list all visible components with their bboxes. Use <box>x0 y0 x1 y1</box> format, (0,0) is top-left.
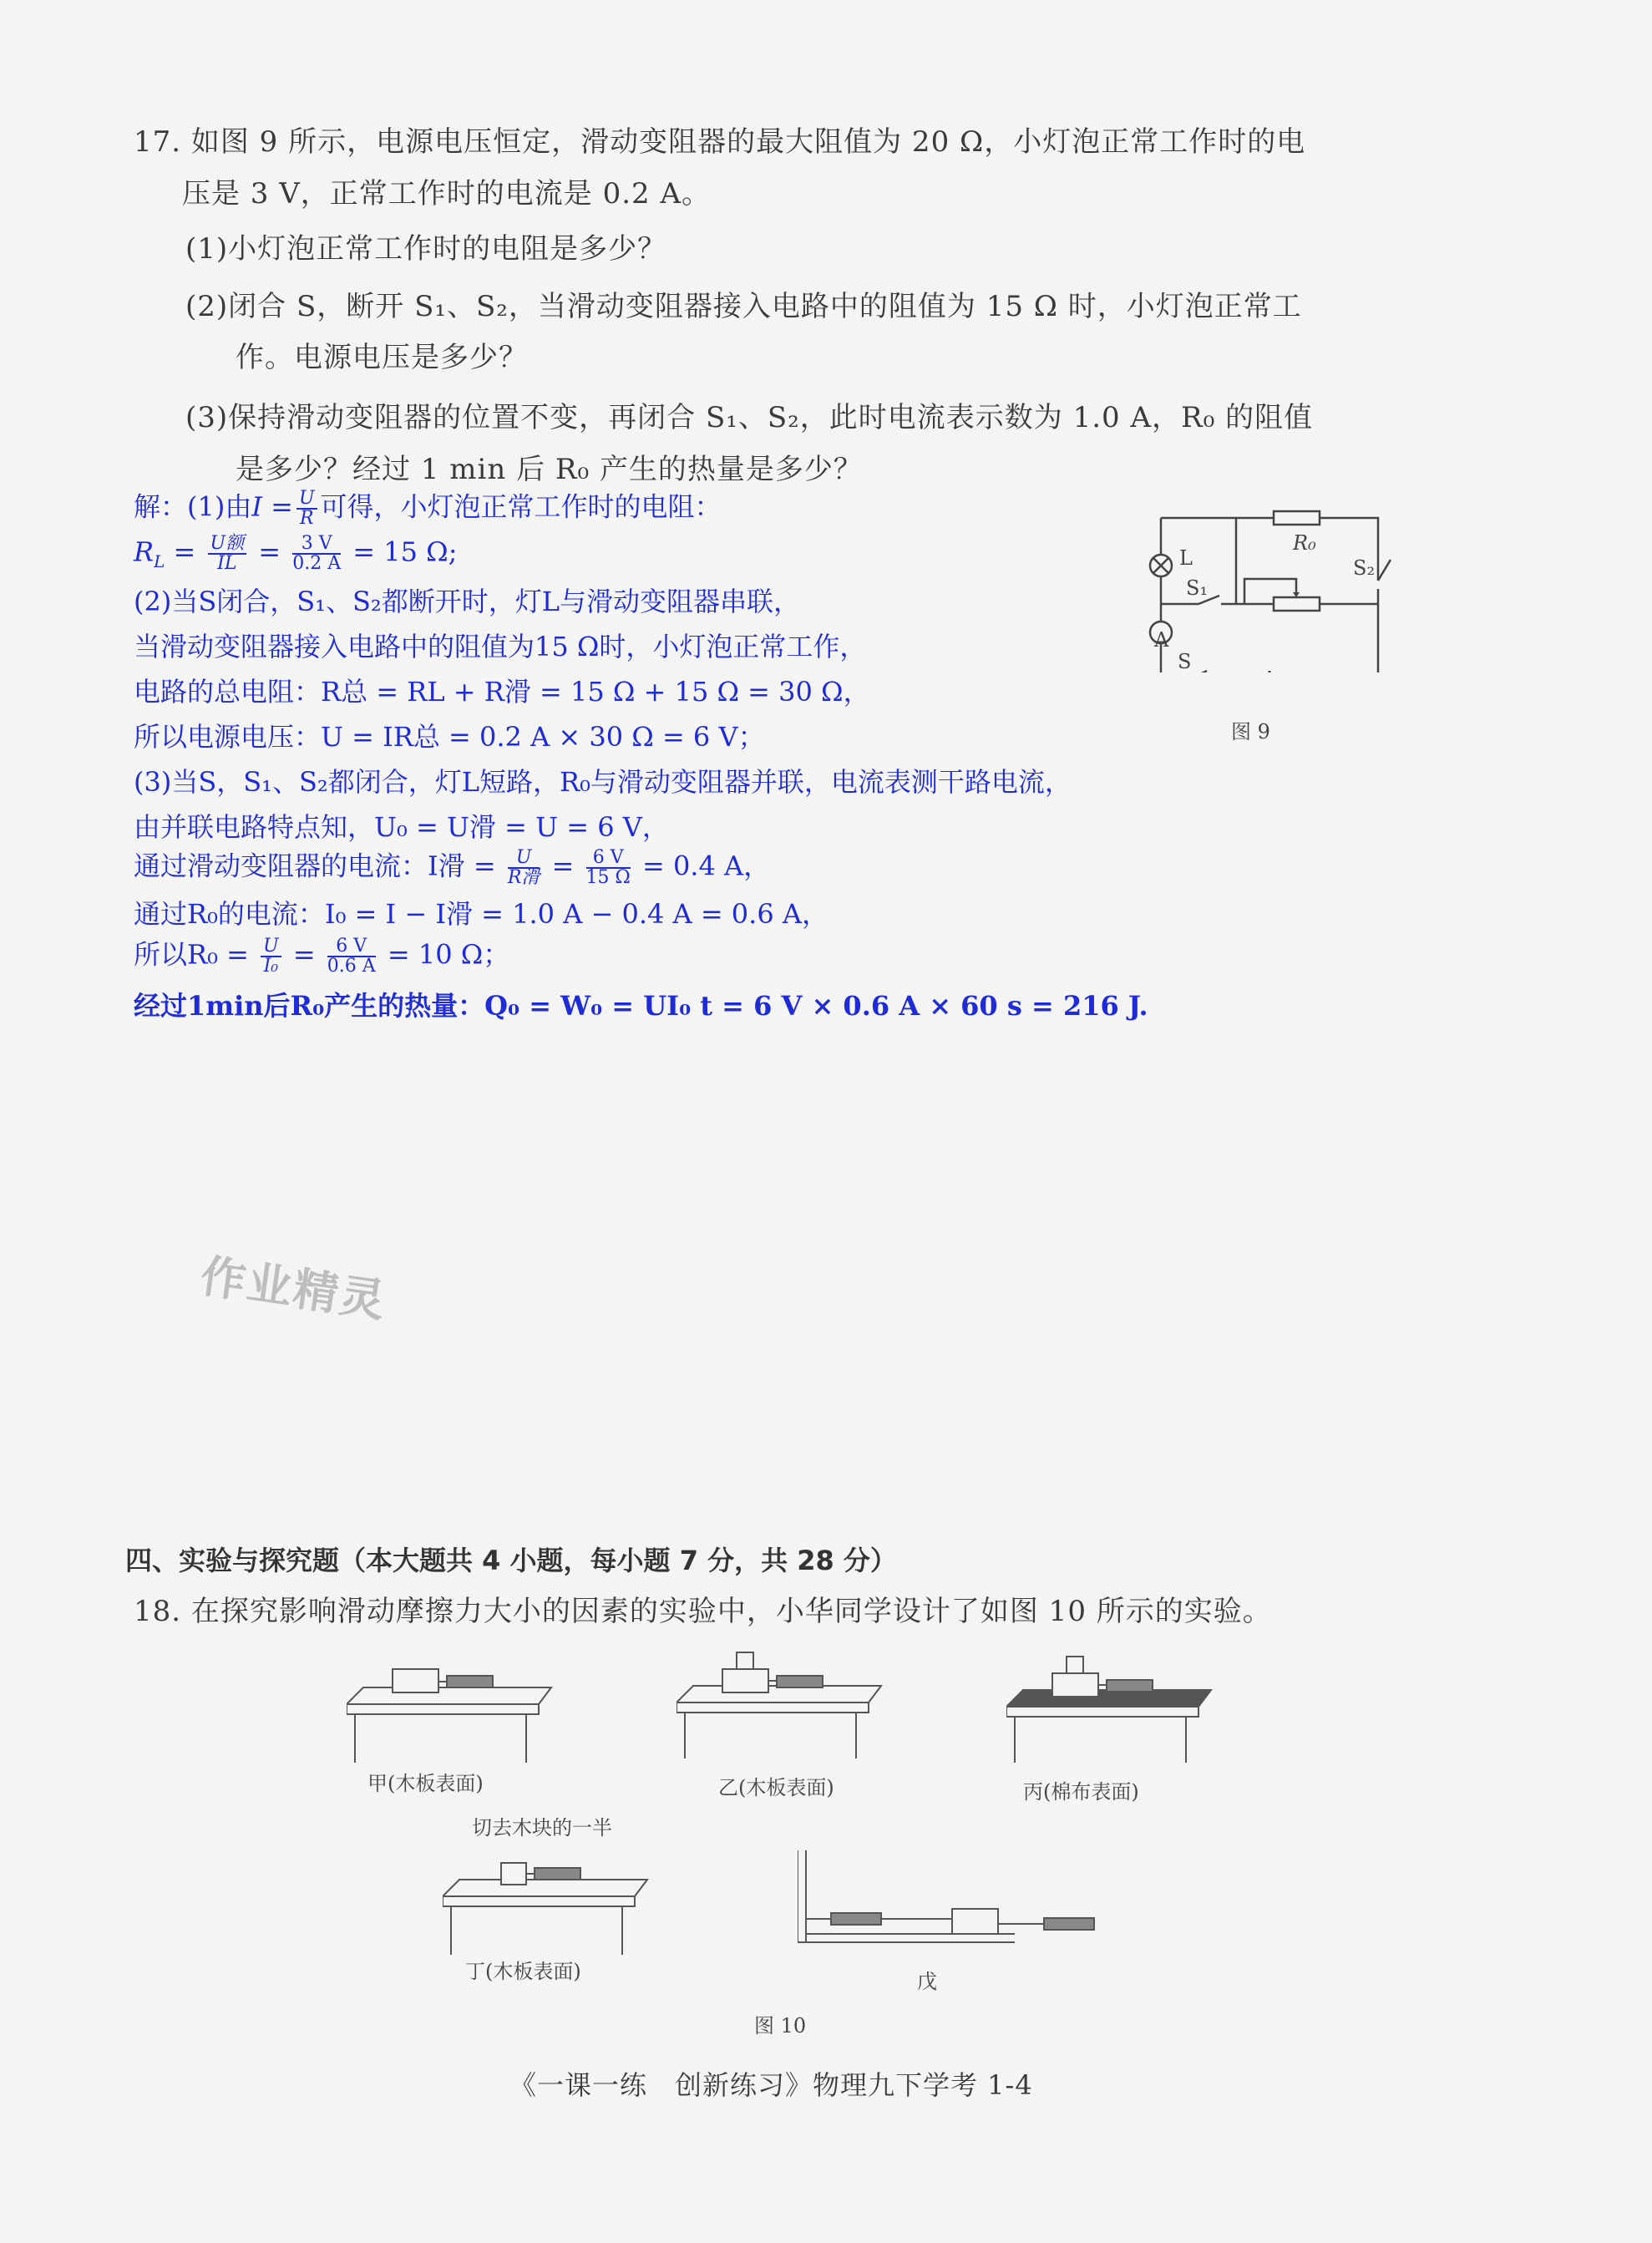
answer-a2-sub: L <box>154 551 165 571</box>
figure-10-bing <box>1006 1650 1215 1767</box>
answer-line9 <box>134 849 770 887</box>
answer-a11-mid: = <box>284 938 324 971</box>
q17-sub3a: (3)保持滑动变阻器的位置不变，再闭合 S₁、S₂，此时电流表示数为 1.0 A，R₀ 的阻值 <box>185 401 1314 434</box>
fig9-label-R0: R₀ <box>1293 531 1316 555</box>
answer-a11-f1den: I₀ <box>263 956 279 977</box>
answer-a1-eq: I = <box>251 490 293 523</box>
answer-a2-f1den: IL <box>217 553 237 574</box>
answer-a9-f2num: 6 V <box>586 849 631 869</box>
answer-a11-pre: 所以R₀ = <box>134 938 258 971</box>
answer-a9-pre: 通过滑动变阻器的电流：I滑 = <box>134 850 504 882</box>
answer-a2-eq: = <box>165 535 205 568</box>
answer-line5: 电路的总电阻：R总 = RL + R滑 = 15 Ω + 15 Ω = 30 Ω， <box>134 676 870 708</box>
figure-9-circuit <box>1136 505 1420 672</box>
answer-a1-post: 可得，小灯泡正常工作时的电阻： <box>320 490 722 523</box>
q17-sub1: (1)小灯泡正常工作时的电阻是多少？ <box>185 232 667 266</box>
answer-a11-f2num: 6 V <box>327 937 376 957</box>
section4-title: 四、实验与探究题（本大题共 4 小题，每小题 7 分，共 28 分） <box>125 1545 897 1576</box>
fig10-label-bing: 丙(棉布表面) <box>1023 1780 1139 1804</box>
fig10-label-cut: 切去木块的一半 <box>472 1816 612 1840</box>
fig9-label-L: L <box>1179 546 1193 570</box>
answer-line3: (2)当S闭合，S₁、S₂都断开时，灯L与滑动变阻器串联， <box>134 586 801 617</box>
fig10-label-ding: 丁(木板表面) <box>465 1960 581 1983</box>
fig9-label-A: A <box>1154 628 1169 652</box>
fig9-caption: 图 9 <box>1231 720 1270 743</box>
q17-line1: 17. 如图 9 所示，电源电压恒定，滑动变阻器的最大阻值为 20 Ω，小灯泡正常工作时的电 <box>134 125 1306 159</box>
fig9-label-S2: S₂ <box>1353 556 1376 580</box>
watermark-logo: 作业精灵 <box>197 1249 390 1328</box>
answer-line1 <box>134 490 722 528</box>
fig10-label-yi: 乙(木板表面) <box>718 1776 834 1799</box>
answer-a9-res: = 0.4 A， <box>633 850 771 882</box>
figure-10-wu <box>798 1850 1132 1959</box>
answer-line8: 由并联电路特点知，U₀ = U滑 = U = 6 V， <box>134 811 669 843</box>
q17-line2: 压是 3 V，正常工作时的电流是 0.2 A。 <box>182 177 712 211</box>
answer-a2-res: = 15 Ω; <box>344 535 458 568</box>
answer-line10: 通过R₀的电流：I₀ = I − I滑 = 1.0 A − 0.4 A = 0.6 A， <box>134 898 829 930</box>
figure-10-jia <box>347 1654 555 1767</box>
fig9-label-S: S <box>1178 650 1192 673</box>
answer-a11-f2den: 0.6 A <box>327 956 376 977</box>
answer-line6: 所以电源电压：U = IR总 = 0.2 A × 30 Ω = 6 V； <box>134 721 765 753</box>
fig10-label-wu: 戊 <box>917 1970 937 1993</box>
answer-a1-num: U <box>296 490 317 510</box>
answer-a9-frac1 <box>508 849 540 887</box>
answer-a2-eq2: = <box>250 535 290 568</box>
answer-a9-f1num: U <box>508 849 540 869</box>
fig10-caption: 图 10 <box>754 2014 807 2037</box>
q17-sub2b: 作。电源电压是多少？ <box>236 341 528 374</box>
fig10-label-jia: 甲(木板表面) <box>367 1772 484 1795</box>
answer-a11-frac1 <box>261 937 281 976</box>
answer-a9-f2den: 15 Ω <box>585 867 631 888</box>
answer-line12: 经过1min后R₀产生的热量：Q₀ = W₀ = UI₀ t = 6 V × 0.6 A × 60 s = 216 J. <box>134 990 1148 1022</box>
answer-line7: (3)当S，S₁、S₂都闭合，灯L短路，R₀与滑动变阻器并联，电流表测干路电流， <box>134 766 1072 798</box>
fig9-label-S1: S₁ <box>1186 576 1209 600</box>
figure-10-yi <box>677 1646 885 1758</box>
answer-line4: 当滑动变阻器接入电路中的阻值为15 Ω时，小灯泡正常工作， <box>134 631 867 662</box>
answer-a9-f1den: R滑 <box>507 867 540 888</box>
answer-line11 <box>134 937 509 976</box>
answer-a1-frac <box>296 490 317 528</box>
answer-a2-frac1 <box>208 535 247 573</box>
q17-sub2a: (2)闭合 S，断开 S₁、S₂，当滑动变阻器接入电路中的阻值为 15 Ω 时，小灯泡正常工 <box>185 290 1302 323</box>
answer-a11-frac2 <box>327 937 376 976</box>
answer-a11-res: = 10 Ω； <box>378 938 510 971</box>
q17-sub3b: 是多少？经过 1 min 后 R₀ 产生的热量是多少？ <box>236 453 863 486</box>
answer-a11-f1num: U <box>261 937 281 957</box>
answer-a2-f2den: 0.2 A <box>292 553 342 574</box>
answer-a2-f2num: 3 V <box>292 535 341 555</box>
answer-a2-f1num: U额 <box>208 535 247 555</box>
answer-a2-frac2 <box>292 535 341 573</box>
figure-10-ding <box>443 1846 651 1959</box>
q18-line1: 18. 在探究影响滑动摩擦力大小的因素的实验中，小华同学设计了如图 10 所示的实验。 <box>134 1595 1272 1628</box>
answer-a1-pre: 解：(1)由 <box>134 490 252 523</box>
answer-a9-frac2 <box>586 849 631 887</box>
answer-a9-mid: = <box>543 850 583 882</box>
page-footer: 《一课一练 创新练习》物理九下学考 1-4 <box>509 2069 1033 2101</box>
answer-a2-lhs: R <box>134 535 155 568</box>
answer-a1-den: R <box>299 508 314 529</box>
answer-line2 <box>134 535 457 578</box>
